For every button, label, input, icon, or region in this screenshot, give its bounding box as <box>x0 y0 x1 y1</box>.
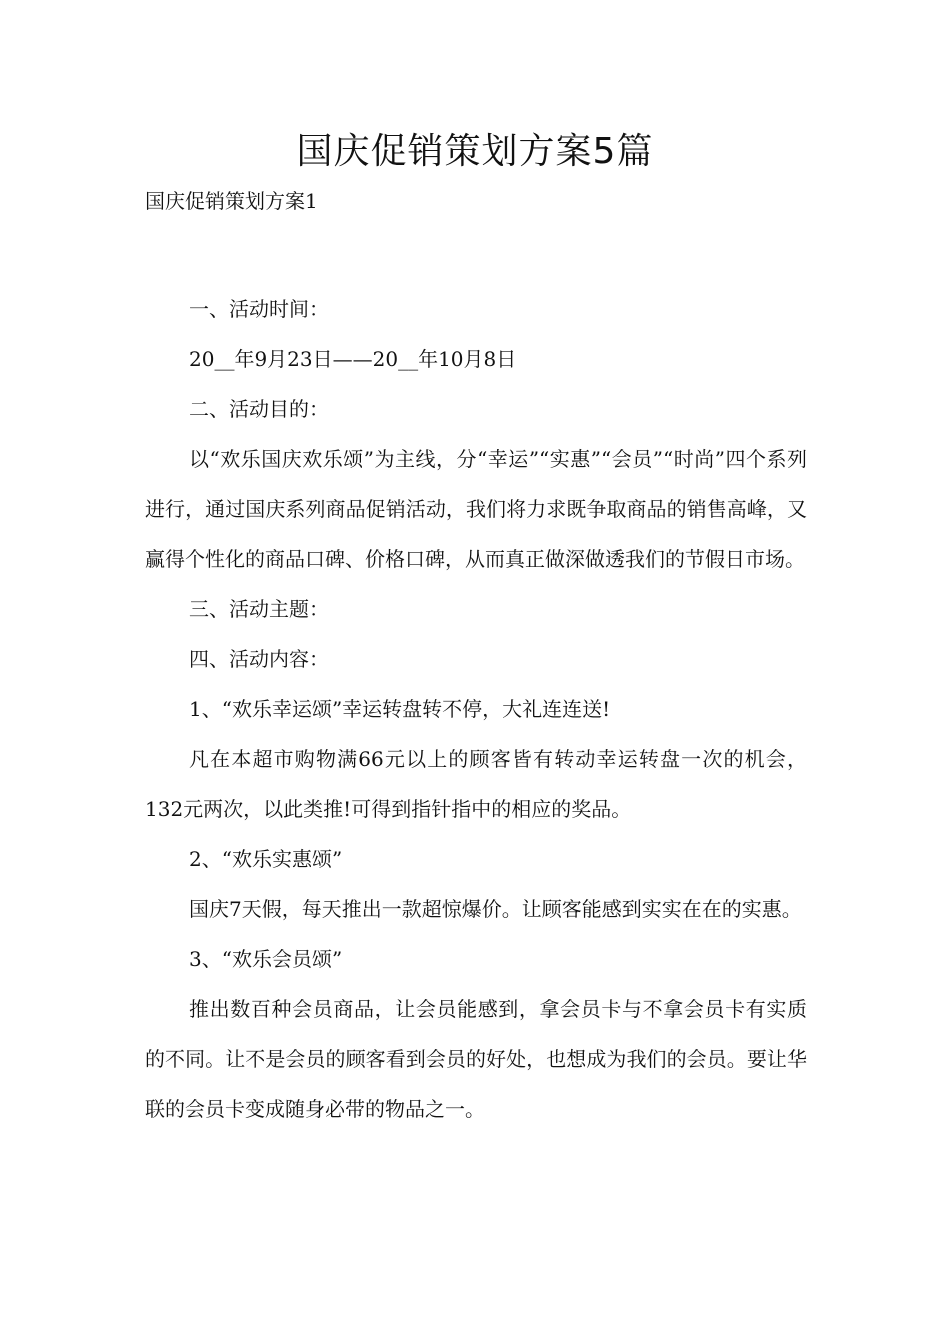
paragraph-lucky-wheel: 凡在本超市购物满66元以上的顾客皆有转动幸运转盘一次的机会，132元两次，以此类推!可得到指针指中的相应的奖品。 <box>145 747 807 821</box>
paragraph-activity-purpose: 以“欢乐国庆欢乐颂”为主线，分“幸运”“实惠”“会员”“时尚”四个系列进行，通过国庆系列商品促销活动，我们将力求既争取商品的销售高峰，又赢得个性化的商品口碑、价格口碑，从而真正做深做透我们的节假日市场。 <box>145 447 807 571</box>
heading-activity-time: 一、活动时间： <box>189 297 329 321</box>
heading-activity-content: 四、活动内容： <box>189 647 329 671</box>
paragraph-activity-dates: 20__年9月23日——20__年10月8日 <box>189 347 517 371</box>
paragraph-value-deals: 国庆7天假，每天推出一款超惊爆价。让顾客能感到实实在在的实惠。 <box>189 897 802 921</box>
item-value-deals: 2、“欢乐实惠颂” <box>189 847 343 871</box>
item-member-program: 3、“欢乐会员颂” <box>189 947 343 971</box>
section-subtitle: 国庆促销策划方案1 <box>145 189 318 213</box>
item-lucky-wheel: 1、“欢乐幸运颂”幸运转盘转不停，大礼连连送! <box>189 697 611 721</box>
document-title: 国庆促销策划方案5篇 <box>296 131 654 172</box>
heading-activity-purpose: 二、活动目的： <box>189 397 329 421</box>
heading-activity-theme: 三、活动主题： <box>189 597 329 621</box>
document-body <box>145 284 807 1134</box>
paragraph-member-program: 推出数百种会员商品，让会员能感到，拿会员卡与不拿会员卡有实质的不同。让不是会员的顾客看到会员的好处，也想成为我们的会员。要让华联的会员卡变成随身必带的物品之一。 <box>145 997 807 1121</box>
